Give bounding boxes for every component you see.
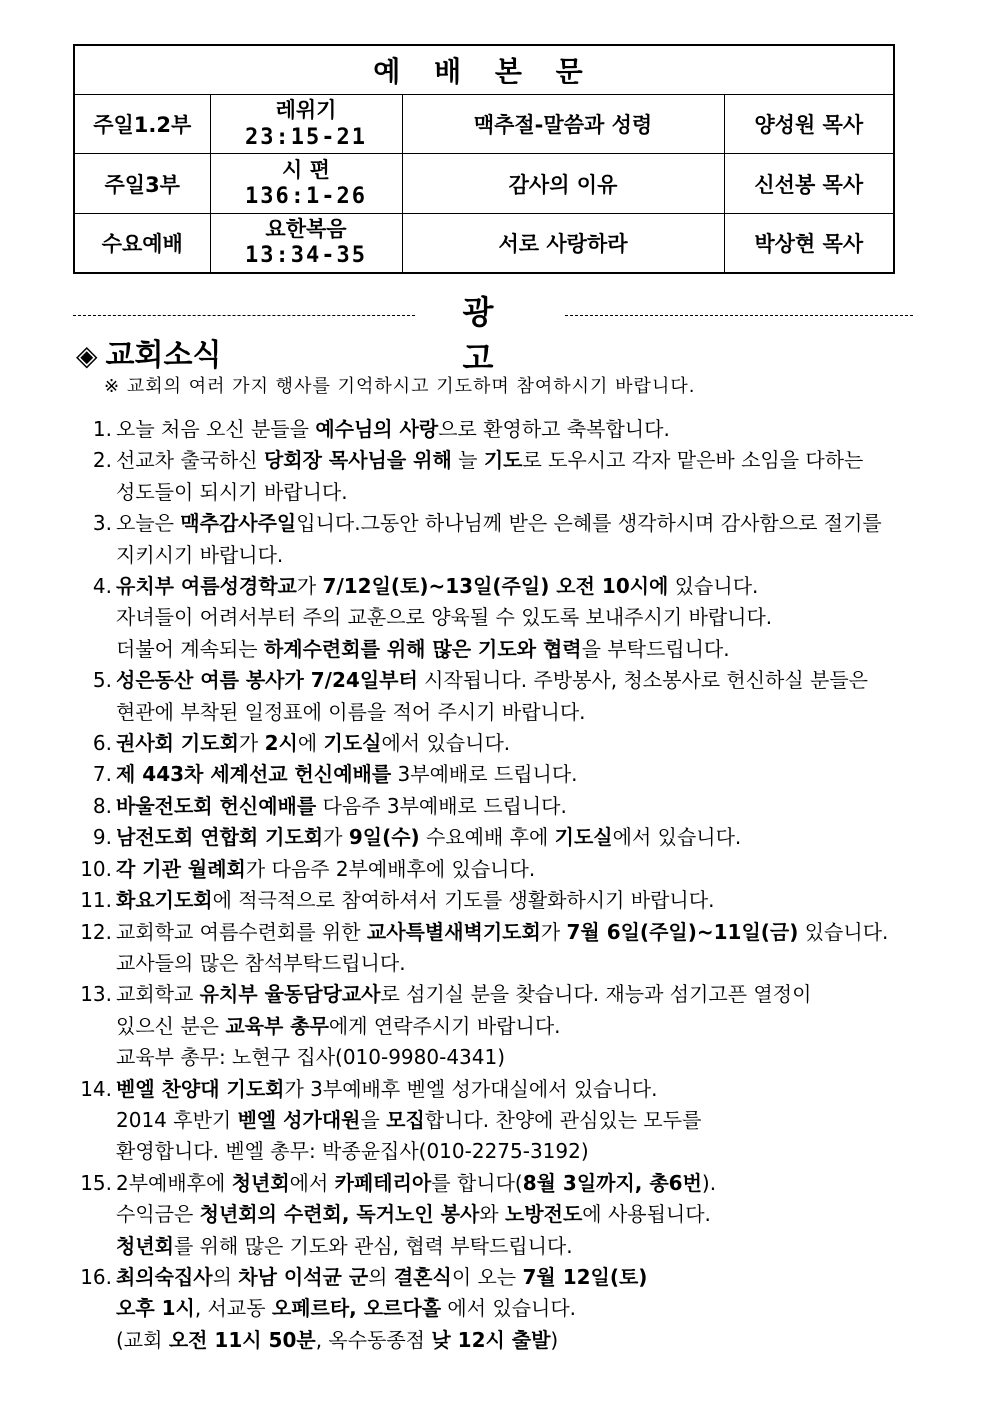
list-item — [72, 854, 922, 885]
sermon-row — [74, 213, 894, 273]
item-text: 에 적극적으로 참여하셔서 기도를 생활화하시기 바랍니다. — [212, 888, 715, 913]
item-number: 9. — [92, 825, 112, 850]
item-line — [116, 1136, 922, 1167]
item-line — [116, 948, 922, 979]
sermon-topic: 맥추절-말씀과 성령 — [402, 95, 724, 154]
item-line — [116, 1105, 922, 1136]
list-item — [72, 979, 922, 1073]
emphasis-text: 기도실 — [323, 731, 382, 756]
item-text: 교회학교 — [116, 982, 200, 1007]
item-line — [116, 1231, 922, 1262]
item-text: 의 — [368, 1264, 394, 1289]
emphasis-text: 청년회 — [116, 1233, 174, 1258]
emphasis-text: 바울전도회 헌신예배를 — [116, 793, 317, 818]
item-text: 에서 있습니다. — [612, 825, 742, 850]
item-line — [116, 508, 922, 539]
emphasis-text: 하계수련회를 위해 많은 기도와 협력 — [263, 636, 582, 661]
item-text: 로 도우시고 각자 맡은바 소임을 다하는 — [522, 448, 864, 473]
item-line — [116, 1168, 922, 1199]
item-text: 시작됩니다. 주방봉사, 청소봉사로 헌신하실 분들은 — [417, 668, 869, 693]
item-number: 6. — [92, 731, 112, 756]
announcement-list — [72, 414, 922, 1356]
item-text: 자녀들이 어려서부터 주의 교훈으로 양육될 수 있도록 보내주시기 바랍니다. — [116, 605, 773, 630]
item-text: 에 사용됩니다. — [582, 1202, 711, 1227]
item-line — [116, 885, 922, 916]
list-item — [72, 445, 922, 508]
divider — [565, 315, 913, 316]
item-text: 와 — [479, 1202, 505, 1227]
item-text: 이 오는 — [451, 1264, 523, 1289]
emphasis-text: 교사특별새벽기도회 — [366, 919, 541, 944]
item-text: 늘 — [451, 448, 484, 473]
section-title-text: 교회소식 — [105, 338, 222, 373]
item-line — [116, 1262, 922, 1293]
list-item — [72, 665, 922, 728]
item-text: 2부예배후에 — [116, 1170, 232, 1195]
item-line — [116, 477, 922, 508]
item-line — [116, 1011, 922, 1042]
item-line — [116, 665, 922, 696]
item-text: 있으신 분은 — [116, 1013, 226, 1038]
scripture-verse: 13:34-35 — [245, 243, 367, 269]
item-number: 16. — [80, 1264, 112, 1289]
sermon-row — [74, 95, 894, 154]
item-line — [116, 1074, 922, 1105]
emphasis-text: 예수님의 사랑 — [315, 417, 439, 441]
scripture-book: 시 편 — [282, 157, 330, 182]
item-text: 합니다. 찬양에 관심있는 모두를 — [424, 1107, 702, 1132]
item-text: 오늘은 — [116, 511, 181, 536]
list-item — [72, 728, 922, 759]
item-text: 더불어 계속되는 — [116, 636, 264, 661]
item-text: ). — [701, 1170, 717, 1195]
emphasis-text: 차남 이석균 군 — [238, 1264, 369, 1289]
item-text: 을 부탁드립니다. — [581, 636, 730, 661]
emphasis-text: 노방전도 — [504, 1202, 583, 1227]
service-name: 수요예배 — [74, 213, 210, 273]
emphasis-text: 벧엘 성가대원 — [237, 1107, 361, 1132]
emphasis-text: 최의숙집사 — [116, 1264, 213, 1289]
item-text: 으로 환영하고 축복합니다. — [438, 417, 670, 441]
section-title — [76, 330, 221, 374]
item-line — [116, 759, 922, 790]
item-text: 가 — [540, 919, 567, 944]
emphasis-text: 화요기도회 — [116, 888, 213, 913]
list-item — [72, 822, 922, 853]
sermon-table-title: 예 배 본 문 — [74, 45, 894, 95]
item-text: 현관에 부착된 일정표에 이름을 적어 주시기 바랍니다. — [116, 699, 586, 724]
item-text: ) — [550, 1327, 559, 1352]
item-line — [116, 1042, 922, 1073]
scripture-book: 레위기 — [275, 98, 337, 123]
item-number: 7. — [92, 762, 112, 787]
item-text: 있습니다. — [668, 574, 759, 599]
divider — [73, 315, 415, 316]
item-text: 교회학교 여름수련회를 위한 — [116, 919, 367, 944]
item-text: 2014 후반기 — [116, 1107, 238, 1132]
sermon-table — [73, 44, 895, 274]
scripture-verse: 136:1-26 — [245, 183, 367, 209]
emphasis-text: 제 443차 세계선교 헌신예배를 — [116, 762, 392, 787]
emphasis-text: 9일(수) — [348, 825, 420, 850]
item-line — [116, 1293, 922, 1324]
item-text: 로 섬기실 분을 찾습니다. 재능과 섬기고픈 열정이 — [380, 982, 812, 1007]
pastor-name: 양성원 목사 — [724, 95, 894, 154]
item-text: 오늘 처음 오신 분들을 — [116, 417, 316, 441]
item-text: 입니다.그동안 하나님께 받은 은혜를 생각하시며 감사함으로 절기를 — [296, 511, 882, 536]
list-item — [72, 1168, 922, 1262]
sermon-row — [74, 154, 894, 213]
item-text: 가 3부예배후 벧엘 성가대실에서 있습니다. — [284, 1076, 658, 1101]
item-text: 에 — [297, 731, 324, 756]
item-text: (교회 — [116, 1327, 169, 1352]
item-number: 8. — [92, 793, 112, 818]
emphasis-text: 2시 — [264, 731, 298, 756]
section-note: ※ 교회의 여러 가지 행사를 기억하시고 기도하며 참여하시기 바랍니다. — [104, 376, 696, 397]
item-number: 13. — [80, 982, 112, 1007]
item-line — [116, 728, 922, 759]
scripture-reference — [210, 95, 402, 154]
item-line — [116, 634, 922, 665]
item-number: 14. — [80, 1076, 112, 1101]
emphasis-text: 교육부 총무 — [225, 1013, 329, 1038]
item-line — [116, 791, 922, 822]
item-text: 에게 연락주시기 바랍니다. — [328, 1013, 561, 1038]
emphasis-text: 7월 12일(토) — [522, 1264, 648, 1289]
item-number: 3. — [92, 511, 112, 536]
emphasis-text: 모집 — [386, 1107, 425, 1132]
item-text: 수요예배 후에 — [419, 825, 555, 850]
item-line — [116, 571, 922, 602]
item-text: , 옥수동종점 — [315, 1327, 432, 1352]
item-line — [116, 445, 922, 476]
service-name: 주일1.2부 — [74, 95, 210, 154]
emphasis-text: 7/12일(토)~13일(주일) 오전 10시에 — [322, 574, 669, 599]
emphasis-text: 청년회의 수련회, 독거노인 봉사 — [199, 1202, 480, 1227]
item-text: , 서교동 — [194, 1296, 272, 1321]
item-text: 교육부 총무: 노현구 집사(010-9980-4341) — [116, 1045, 506, 1070]
item-number: 5. — [92, 668, 112, 693]
item-text: 가 — [323, 825, 349, 850]
list-item — [72, 1074, 922, 1168]
item-text: 수익금은 — [116, 1202, 200, 1227]
emphasis-text: 유치부 여름성경학교 — [116, 574, 297, 599]
sermon-topic: 서로 사랑하라 — [402, 213, 724, 273]
item-text: 있습니다. — [798, 919, 889, 944]
sermon-topic: 감사의 이유 — [402, 154, 724, 213]
service-name: 주일3부 — [74, 154, 210, 213]
item-text: 를 위해 많은 기도와 관심, 협력 부탁드립니다. — [173, 1233, 573, 1258]
item-text: 선교차 출국하신 — [116, 448, 264, 473]
item-line — [116, 414, 922, 445]
emphasis-text: 7월 6일(주일)~11일(금) — [566, 919, 799, 944]
item-line — [116, 1199, 922, 1230]
list-item — [72, 791, 922, 822]
announcement-heading: 광 고 — [462, 293, 520, 377]
emphasis-text: 오전 11시 50분 — [168, 1327, 316, 1352]
emphasis-text: 오페르타, 오르다홀 — [271, 1296, 442, 1321]
item-text: 에서 있습니다. — [441, 1296, 577, 1321]
emphasis-text: 유치부 율동담당교사 — [199, 982, 381, 1007]
emphasis-text: 권사회 기도회 — [116, 731, 239, 756]
item-text: 환영합니다. 벧엘 총무: 박종윤집사(010-2275-3192) — [116, 1139, 589, 1164]
emphasis-text: 기도 — [483, 448, 523, 473]
item-text: 에서 — [289, 1170, 335, 1195]
emphasis-text: 낮 12시 출발 — [431, 1327, 551, 1352]
scripture-book: 요한복음 — [265, 216, 347, 241]
list-item — [72, 1262, 922, 1356]
item-text: 가 다음주 2부예배후에 있습니다. — [245, 856, 536, 881]
emphasis-text: 맥추감사주일 — [180, 511, 297, 536]
item-text: 교사들의 많은 참석부탁드립니다. — [116, 950, 406, 975]
item-number: 1. — [92, 417, 112, 441]
list-item — [72, 571, 922, 665]
item-line — [116, 822, 922, 853]
pastor-name: 박상현 목사 — [724, 213, 894, 273]
scripture-reference — [210, 213, 402, 273]
item-number: 2. — [92, 448, 112, 473]
scripture-verse: 23:15-21 — [245, 124, 367, 150]
list-item — [72, 917, 922, 980]
item-number: 11. — [80, 888, 112, 913]
item-number: 10. — [80, 856, 112, 881]
emphasis-text: 당회장 목사님을 위해 — [263, 448, 452, 473]
item-line — [116, 697, 922, 728]
item-line — [116, 979, 922, 1010]
list-item — [72, 759, 922, 790]
item-text: 지키시기 바랍니다. — [116, 542, 284, 567]
item-text: 다음주 3부예배로 드립니다. — [316, 793, 567, 818]
item-text: 가 — [296, 574, 323, 599]
emphasis-text: 성은동산 여름 봉사가 7/24일부터 — [116, 668, 418, 693]
list-item — [72, 885, 922, 916]
list-item — [72, 508, 922, 571]
item-line — [116, 1325, 922, 1356]
item-number: 12. — [80, 919, 112, 944]
item-number: 15. — [80, 1170, 112, 1195]
emphasis-text: 각 기관 월례회 — [116, 856, 246, 881]
item-text: 가 — [238, 731, 265, 756]
emphasis-text: 카페테리아 — [334, 1170, 432, 1195]
emphasis-text: 벧엘 찬양대 기도회 — [116, 1076, 285, 1101]
item-text: 을 — [360, 1107, 387, 1132]
item-text: 의 — [212, 1264, 239, 1289]
pastor-name: 신선봉 목사 — [724, 154, 894, 213]
emphasis-text: 결혼식 — [393, 1264, 452, 1289]
item-text: 3부예배로 드립니다. — [391, 762, 578, 787]
emphasis-text: 오후 1시 — [116, 1296, 195, 1321]
item-number: 4. — [92, 574, 112, 599]
list-item — [72, 414, 922, 445]
item-text: 에서 있습니다. — [381, 731, 511, 756]
emphasis-text: 청년회 — [231, 1170, 290, 1195]
scripture-reference — [210, 154, 402, 213]
item-line — [116, 540, 922, 571]
item-text: 를 합니다( — [431, 1170, 523, 1195]
item-text: 성도들이 되시기 바랍니다. — [116, 479, 348, 504]
emphasis-text: 기도실 — [554, 825, 613, 850]
emphasis-text: 8월 3일까지, 총6번 — [522, 1170, 702, 1195]
emphasis-text: 남전도회 연합회 기도회 — [116, 825, 324, 850]
diamond-icon: ◈ — [76, 339, 98, 372]
item-line — [116, 917, 922, 948]
item-line — [116, 854, 922, 885]
item-line — [116, 602, 922, 633]
